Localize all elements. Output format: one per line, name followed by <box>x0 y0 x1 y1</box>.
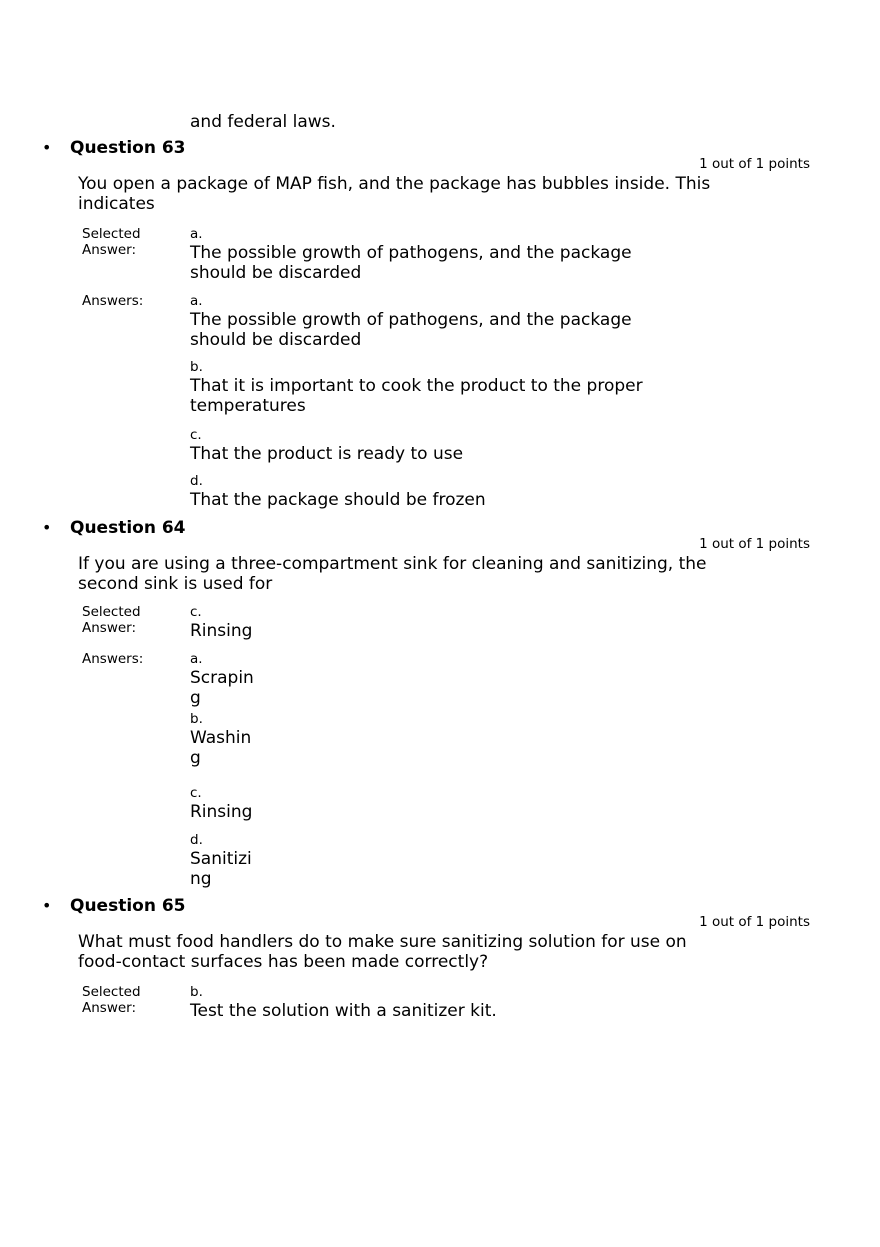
answer-option-a <box>190 651 254 708</box>
option-letter: c. <box>190 427 202 443</box>
selected-answer <box>190 604 252 641</box>
bullet-icon: • <box>42 138 52 157</box>
option-letter: d. <box>190 473 203 489</box>
selected-answer <box>190 984 497 1021</box>
option-letter: b. <box>190 984 203 1000</box>
question-text: You open a package of MAP fish, and the package has bubbles inside. This indicates <box>78 174 711 214</box>
bullet-icon: • <box>42 896 52 915</box>
question-points: 1 out of 1 points <box>699 536 810 552</box>
option-text: The possible growth of pathogens, and the package should be discarded <box>190 310 632 350</box>
option-letter: b. <box>190 359 203 375</box>
option-letter: d. <box>190 832 203 848</box>
option-text: Sanitizi ng <box>190 849 252 889</box>
selected-answer-label: Selected Answer: <box>82 226 141 258</box>
question-points: 1 out of 1 points <box>699 914 810 930</box>
answer-option-a <box>190 293 632 350</box>
option-letter: c. <box>190 604 202 620</box>
answer-option-b <box>190 711 251 768</box>
answer-option-c <box>190 785 252 822</box>
option-letter: a. <box>190 293 203 309</box>
option-text: Rinsing <box>190 621 253 641</box>
answers-label: Answers: <box>82 651 144 667</box>
option-text: That the product is ready to use <box>190 444 464 464</box>
question-title: Question 65 <box>70 896 186 916</box>
bullet-icon: • <box>42 518 52 537</box>
selected-answer-label: Selected Answer: <box>82 604 141 636</box>
option-text: The possible growth of pathogens, and the package should be discarded <box>190 243 632 283</box>
question-title: Question 63 <box>70 138 186 158</box>
selected-answer-label: Selected Answer: <box>82 984 141 1016</box>
option-letter: c. <box>190 785 202 801</box>
question-title: Question 64 <box>70 518 186 538</box>
continuation-text: and federal laws. <box>190 112 336 132</box>
answer-option-c <box>190 427 463 464</box>
question-text: What must food handlers do to make sure sanitizing solution for use on food-contact surfaces has been made correctly? <box>78 932 687 972</box>
option-letter: a. <box>190 651 203 667</box>
answer-option-d <box>190 473 486 510</box>
answer-option-d <box>190 832 252 889</box>
option-text: That the package should be frozen <box>190 490 486 510</box>
question-points: 1 out of 1 points <box>699 156 810 172</box>
option-letter: b. <box>190 711 203 727</box>
option-text: That it is important to cook the product to the proper temperatures <box>190 376 643 416</box>
question-text: If you are using a three-compartment sink for cleaning and sanitizing, the second sink is used for <box>78 554 707 594</box>
option-text: Test the solution with a sanitizer kit. <box>190 1001 497 1021</box>
answers-label: Answers: <box>82 293 144 309</box>
option-text: Washin g <box>190 728 252 768</box>
selected-answer <box>190 226 632 283</box>
answer-option-b <box>190 359 643 416</box>
option-text: Scrapin g <box>190 668 254 708</box>
option-text: Rinsing <box>190 802 253 822</box>
option-letter: a. <box>190 226 203 242</box>
